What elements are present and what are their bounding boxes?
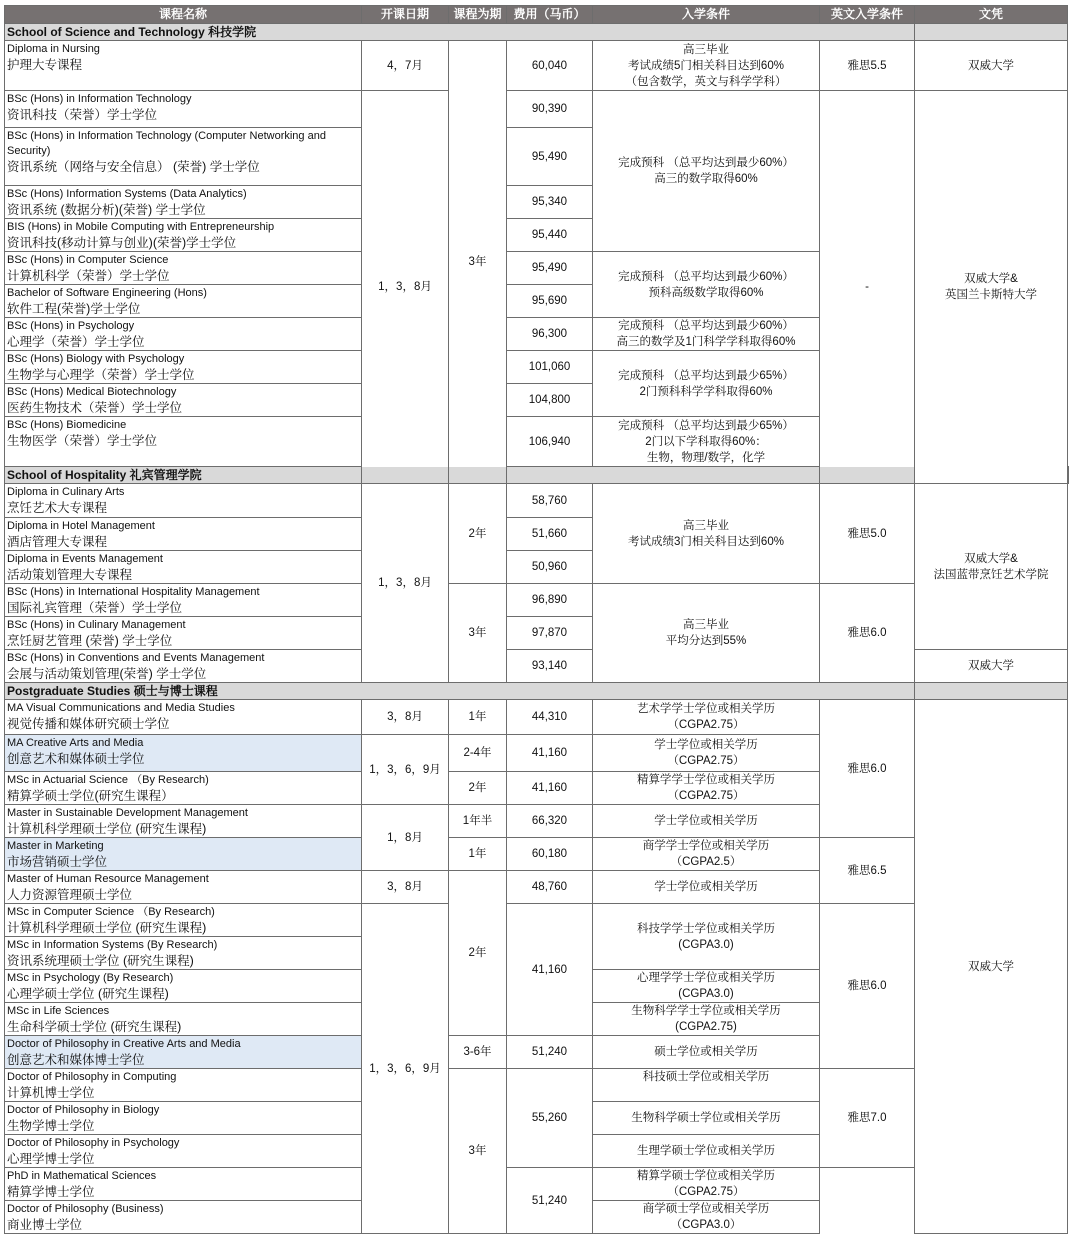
requirement: 高三毕业 平均分达到55% [593,584,820,683]
section-title: Postgraduate Studies 硕士与博士课程 [5,683,915,700]
fee: 41,160 [507,904,593,1036]
course-name: PhD in Mathematical Sciences 精算学博士学位 [5,1168,362,1201]
course-name: Master of Human Resource Management 人力资源管理硕士学位 [5,871,362,904]
fee: 96,890 [507,584,593,617]
section-row [5,467,1069,484]
table-row [5,700,1069,735]
course-name: BSc (Hons) in International Hospitality Management 国际礼宾管理（荣誉）学士学位 [5,584,362,617]
english-requirement: 雅思7.0 [820,1069,915,1168]
header-requirements: 入学条件 [593,6,820,24]
duration: 3年 [449,1069,507,1234]
course-name: MSc in Psychology (By Research) 心理学硕士学位 (研究生课程) [5,970,362,1003]
header-course-name: 课程名称 [5,6,362,24]
duration: 2-4年 [449,735,507,772]
course-name: BSc (Hons) in Psychology 心理学（荣誉）学士学位 [5,318,362,351]
fee: 90,390 [507,91,593,128]
requirement: 学士学位或相关学历 [593,871,820,904]
course-name: Doctor of Philosophy (Business) 商业博士学位 [5,1201,362,1234]
fee: 60,040 [507,41,593,91]
course-name: Diploma in Culinary Arts 烹饪艺术大专课程 [5,484,362,518]
duration: 1年 [449,700,507,735]
requirement: 心理学学士学位或相关学历 (CGPA3.0) [593,970,820,1003]
section-title: School of Science and Technology 科技学院 [5,24,915,41]
fee: 60,180 [507,838,593,871]
requirement: 高三毕业 考试成绩5门相关科目达到60% （包含数学，英文与科学学科） [593,41,820,91]
table-row [5,838,1069,871]
course-name: BSc (Hons) Medical Biotechnology 医药生物技术（荣誉）学士学位 [5,384,362,417]
requirement: 完成预科 （总平均达到最少60%） 高三的数学及1门科学学科取得60% [593,318,820,351]
duration: 2年 [449,484,507,584]
fee: 50,960 [507,551,593,584]
fee: 44,310 [507,700,593,735]
course-name: BSc (Hons) in Culinary Management 烹饪厨艺管理 (荣誉) 学士学位 [5,617,362,650]
duration: 3年 [449,584,507,683]
table-row [5,41,1069,91]
course-name: BIS (Hons) in Mobile Computing with Entrepreneurship 资讯科技(移动计算与创业)(荣誉)学士学位 [5,219,362,252]
fee: 41,160 [507,772,593,805]
requirement: 生物科学硕士学位或相关学历 [593,1102,820,1135]
certificate: 双威大学& 英国兰卡斯特大学 [915,91,1068,484]
certificate: 双威大学 [915,700,1068,1234]
requirement: 完成预科 （总平均达到最少65%） 2门预科科学学科取得60% [593,351,820,417]
english-requirement: 雅思6.5 [820,838,915,904]
header-certificate: 文凭 [915,6,1068,24]
requirement: 完成预科 （总平均达到最少60%） 高三的数学取得60% [593,91,820,252]
course-name: Doctor of Philosophy in Computing 计算机博士学位 [5,1069,362,1102]
section-title: School of Hospitality 礼宾管理学院 [5,467,915,484]
section-row [5,24,1069,41]
course-name: Diploma in Hotel Management 酒店管理大专课程 [5,518,362,551]
fee: 106,940 [507,417,593,467]
requirement: 生物科学学士学位或相关学历 (CGPA2.75) [593,1003,820,1036]
fee: 95,440 [507,219,593,252]
fee: 93,140 [507,650,593,683]
table-row [5,484,1069,518]
start-date: 1，3，8月 [362,484,449,683]
start-date: 1，8月 [362,805,449,871]
course-name: MSc in Information Systems (By Research) 资讯系统理硕士学位 (研究生课程) [5,937,362,970]
fee: 104,800 [507,384,593,417]
header-row [5,6,1069,24]
program-table-container [4,5,1069,1234]
header-start-date: 开课日期 [362,6,449,24]
course-name: Doctor of Philosophy in Psychology 心理学博士学位 [5,1135,362,1168]
requirement: 科技学学士学位或相关学历 (CGPA3.0) [593,904,820,970]
course-name: BSc (Hons) Biomedicine 生物医学（荣誉）学士学位 [5,417,362,467]
fee: 95,340 [507,186,593,219]
fee: 58,760 [507,484,593,518]
course-name: Diploma in Nursing 护理大专课程 [5,41,362,91]
course-name: BSc (Hons) Information Systems (Data Analytics) 资讯系统 (数据分析)(荣誉) 学士学位 [5,186,362,219]
english-requirement: 雅思6.0 [820,700,915,838]
start-date: 3，8月 [362,871,449,904]
duration: 3-6年 [449,1036,507,1069]
header-fee: 费用（马币） [507,6,593,24]
start-date: 3，8月 [362,700,449,735]
table-row [5,1168,1069,1201]
course-name: BSc (Hons) in Information Technology (Computer Networking and Security) 资讯系统（网络与安全信息） (荣誉) 学士学位 [5,128,362,186]
fee: 41,160 [507,735,593,772]
course-name: BSc (Hons) in Computer Science 计算机科学（荣誉）学士学位 [5,252,362,285]
course-name: Master in Sustainable Development Management 计算机科学理硕士学位 (研究生课程) [5,805,362,838]
program-table [4,5,1069,1234]
fee: 51,660 [507,518,593,551]
requirement: 精算学学士学位或相关学历 （CGPA2.75） [593,772,820,805]
fee: 48,760 [507,871,593,904]
fee: 95,490 [507,252,593,285]
start-date: 1，3，6，9月 [362,735,449,805]
section-row [5,683,1069,700]
requirement: 硕士学位或相关学历 [593,1036,820,1069]
fee: 51,240 [507,1168,593,1234]
fee: 96,300 [507,318,593,351]
course-name: Diploma in Events Management 活动策划管理大专课程 [5,551,362,584]
table-row [5,1069,1069,1102]
duration: 1年 [449,838,507,871]
certificate: 双威大学& 法国蓝带烹饪艺术学院 [915,484,1068,650]
requirement: 商学学士学位或相关学历 （CGPA2.5） [593,838,820,871]
header-duration: 课程为期 [449,6,507,24]
header-english-requirement: 英文入学条件 [820,6,915,24]
start-date: 4，7月 [362,41,449,91]
duration: 2年 [449,772,507,805]
fee: 95,490 [507,128,593,186]
fee: 101,060 [507,351,593,384]
requirement: 精算学硕士学位或相关学历 （CGPA2.75） [593,1168,820,1201]
course-name: Bachelor of Software Engineering (Hons) 软件工程(荣誉)学士学位 [5,285,362,318]
requirement: 艺术学学士学位或相关学历 （CGPA2.75） [593,700,820,735]
english-requirement: 雅思5.0 [820,484,915,584]
requirement: 生理学硕士学位或相关学历 [593,1135,820,1168]
english-requirement: 雅思6.0 [820,584,915,683]
course-name: BSc (Hons) in Conventions and Events Management 会展与活动策划管理(荣誉) 学士学位 [5,650,362,683]
table-row [5,584,1069,617]
certificate: 双威大学 [915,650,1068,683]
start-date: 1，3，8月 [362,91,449,484]
fee: 66,320 [507,805,593,838]
course-name: Doctor of Philosophy in Creative Arts and Media 创意艺术和媒体博士学位 [5,1036,362,1069]
english-requirement: 雅思5.5 [820,41,915,91]
start-date: 1，3，6，9月 [362,904,449,1234]
course-name: MSc in Computer Science （By Research) 计算机科学理硕士学位 (研究生课程) [5,904,362,937]
requirement: 学士学位或相关学历 （CGPA2.75） [593,735,820,772]
course-name: Doctor of Philosophy in Biology 生物学博士学位 [5,1102,362,1135]
table-row [5,91,1069,128]
english-requirement: - [820,91,915,484]
course-name: MSc in Actuarial Science （By Research) 精算学硕士学位(研究生课程） [5,772,362,805]
fee: 55,260 [507,1069,593,1168]
course-name: MA Creative Arts and Media 创意艺术和媒体硕士学位 [5,735,362,772]
fee: 95,690 [507,285,593,318]
requirement: 完成预科 （总平均达到最少60%） 预科高级数学取得60% [593,252,820,318]
course-name: BSc (Hons) in Information Technology 资讯科技（荣誉）学士学位 [5,91,362,128]
requirement: 科技硕士学位或相关学历 [593,1069,820,1102]
requirement: 完成预科 （总平均达到最少65%） 2门以下学科取得60%： 生物，物理/数学，化学 [593,417,820,467]
certificate: 双威大学 [915,41,1068,91]
course-name: Master in Marketing 市场营销硕士学位 [5,838,362,871]
requirement: 学士学位或相关学历 [593,805,820,838]
course-name: BSc (Hons) Biology with Psychology 生物学与心理学（荣誉）学士学位 [5,351,362,384]
duration: 2年 [449,871,507,1036]
english-requirement: 雅思6.0 [820,904,915,1069]
course-name: MSc in Life Sciences 生命科学硕士学位 (研究生课程) [5,1003,362,1036]
table-row [5,904,1069,937]
duration: 3年 [449,41,507,484]
course-name: MA Visual Communications and Media Studies 视觉传播和媒体研究硕士学位 [5,700,362,735]
requirement: 商学硕士学位或相关学历 （CGPA3.0） [593,1201,820,1234]
duration: 1年半 [449,805,507,838]
fee: 51,240 [507,1036,593,1069]
requirement: 高三毕业 考试成绩3门相关科目达到60% [593,484,820,584]
fee: 97,870 [507,617,593,650]
